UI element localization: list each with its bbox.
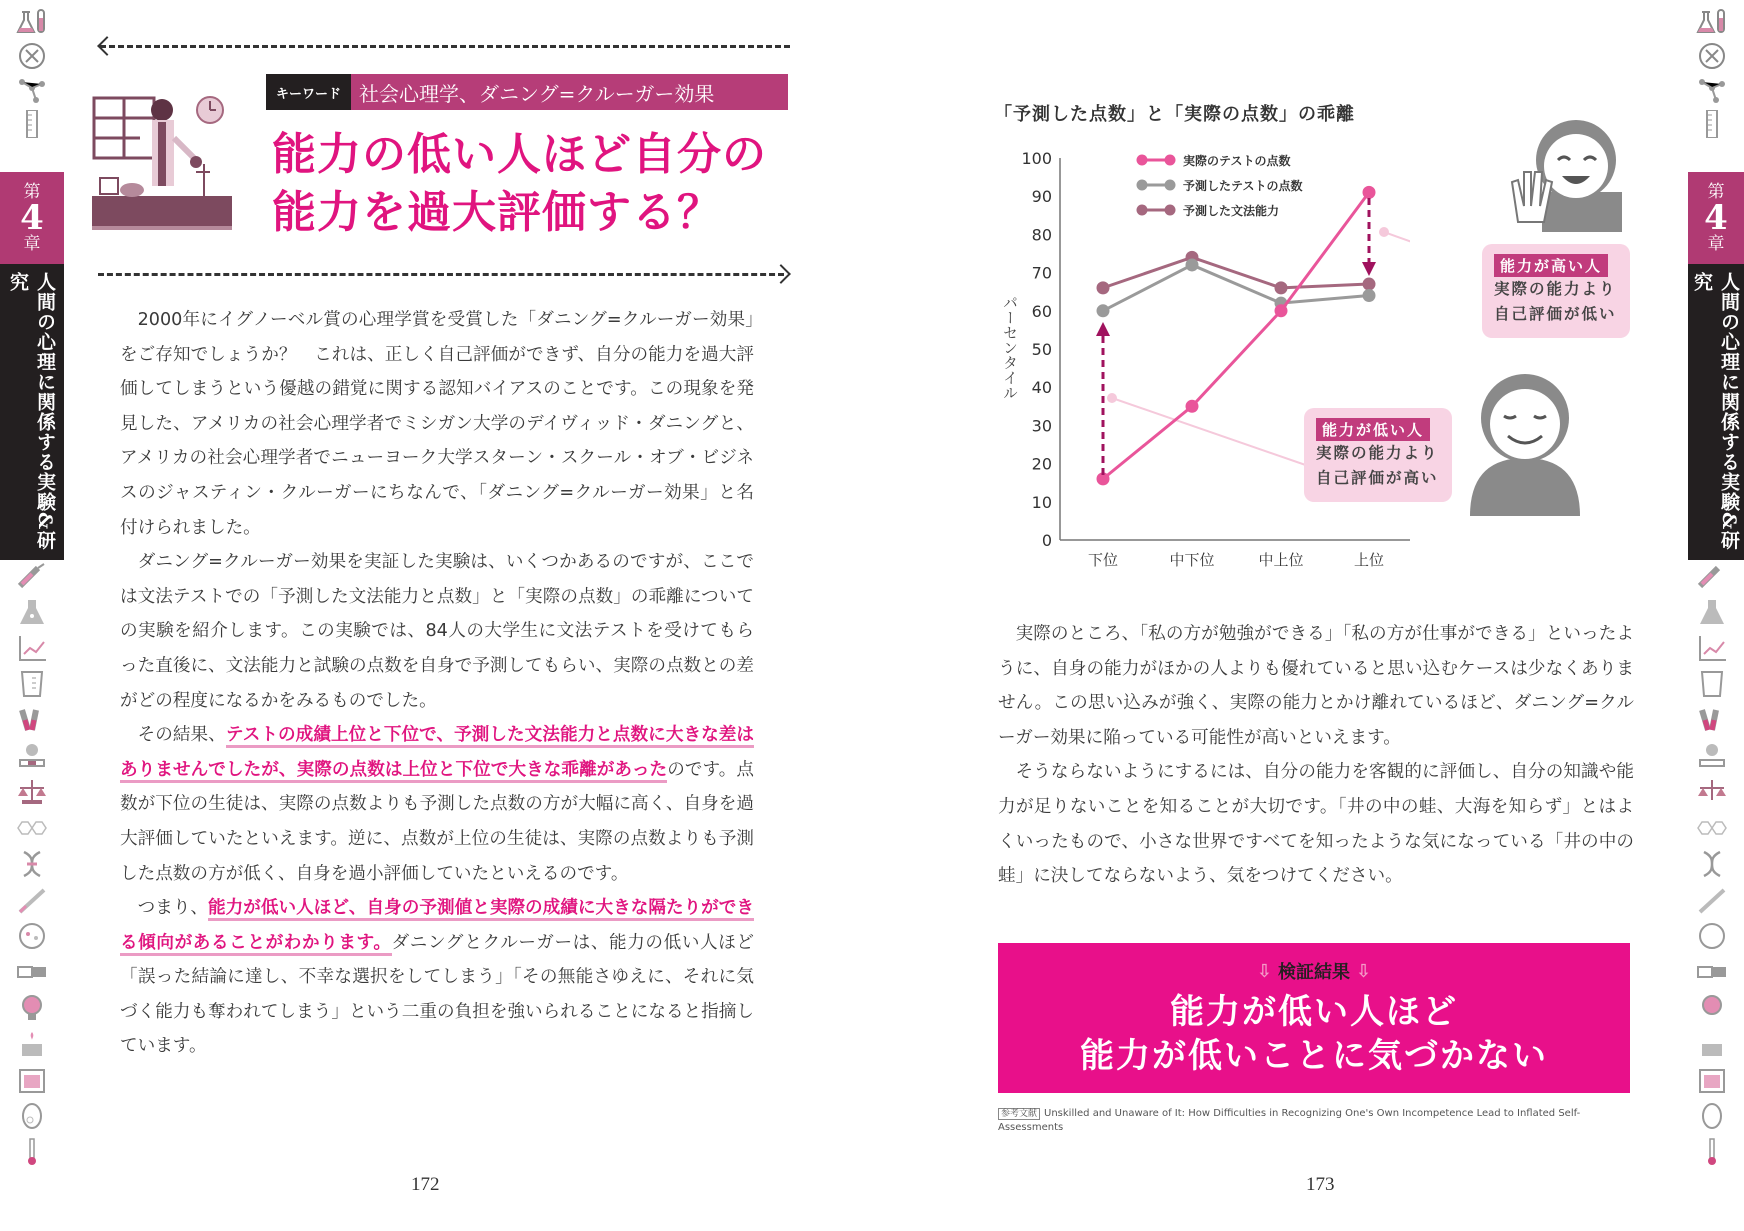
y-tick-label: 50 (1031, 340, 1052, 359)
paragraph-lead: つまり、 (137, 898, 209, 919)
y-tick-label: 70 (1031, 263, 1052, 283)
low-ability-person-illustration (1460, 368, 1590, 516)
data-point (1363, 186, 1376, 199)
line-chart (990, 130, 1410, 570)
y-tick-label: 80 (1031, 225, 1052, 245)
page-number-left: 172 (411, 1174, 440, 1195)
dna-icon (14, 850, 50, 878)
scientist-lab-illustration (92, 92, 232, 237)
chapter-number-box (1688, 172, 1744, 264)
callout-connector-high (1384, 232, 1410, 270)
paragraph-lead: その結果、 (137, 725, 226, 746)
legend-label: 実際のテストの点数 (1183, 154, 1291, 168)
pipette-icon (1694, 886, 1730, 914)
high-ability-person-illustration (1498, 112, 1628, 232)
incubator-icon (14, 1066, 50, 1094)
burner-icon (14, 1030, 50, 1058)
lightbulb-icon (1694, 994, 1730, 1022)
thermometer-icon (14, 1138, 50, 1166)
callout-line: 実際の能力より (1316, 444, 1439, 462)
microscope-lamp-icon (14, 742, 50, 770)
cell-icon (1694, 1102, 1730, 1130)
y-tick-label: 90 (1031, 187, 1052, 207)
paragraph-rest: ダニングとクルーガーは、能力の低い人ほど「誤った結論に達し、不幸な選択をしてしまう」「その無能さゆえに、それに気づく能力も奪われてしまう」という二重の負担を強いられることになると指摘しています。 (120, 932, 754, 1057)
result-box (998, 943, 1630, 1093)
page-number-right: 173 (1306, 1174, 1335, 1195)
callout-line: 自己評価が高い (1316, 469, 1439, 487)
legend-label: 予測したテストの点数 (1183, 179, 1303, 193)
keyword-tag: キーワード (266, 74, 351, 110)
result-line-2: 能力が低いことに気づかない (1080, 1036, 1548, 1076)
result-label (1257, 958, 1371, 984)
chart-legend (1137, 153, 1303, 218)
data-point (1363, 278, 1376, 291)
flask-icon (1694, 8, 1730, 36)
molecule-icon (14, 76, 50, 104)
highlighted-text: 能力が低い人ほど、自身の予測値と実際の成績に大きな隔たりができる傾向があることがわかります。 (120, 898, 754, 956)
top-dashed-arrow (100, 45, 790, 48)
data-point (1186, 258, 1199, 271)
pipette-icon (14, 886, 50, 914)
right-arrow-head-icon (771, 264, 791, 284)
result-line-1: 能力が低い人ほど (1170, 992, 1458, 1032)
cell-icon (14, 1102, 50, 1130)
down-arrow-icon: ⇩ (1356, 960, 1372, 982)
x-tick-label: 中下位 (1169, 551, 1215, 569)
callout-tag: 能力が低い人 (1316, 418, 1430, 441)
chapter-title: 人間の心理に関係する実験&研究 (0, 264, 64, 560)
y-tick-label: 10 (1031, 492, 1052, 512)
line-graph-icon (14, 634, 50, 662)
callout-low-ability (1304, 408, 1452, 502)
headline-line-2: 能力を過大評価する？ (272, 187, 722, 238)
chapter-prefix: 第 (1707, 182, 1725, 202)
paragraph: そうならないようにするには、自分の能力を客観的に評価し、自分の知識や能力が足りないことを知ることが大切です。「井の中の蛙、大海を知らず」とはよくいったもので、小さな世界ですべてを知ったような気になっている「井の中の蛙」に決してならないよう、気をつけてください。 (998, 762, 1634, 887)
left-body-text (120, 303, 754, 1064)
callout-high-ability (1482, 244, 1630, 338)
y-tick-label: 100 (1021, 149, 1052, 168)
keyword-bar (266, 74, 788, 110)
callout-connector-low (1112, 398, 1320, 470)
bottom-dashed-arrow (98, 273, 784, 276)
line-graph-icon (1694, 634, 1730, 662)
chapter-suffix: 章 (1707, 234, 1725, 254)
ruler-icon (14, 110, 50, 138)
test-tubes-icon (14, 706, 50, 734)
microscope-lamp-icon (1694, 742, 1730, 770)
paragraph: ダニング=クルーガー効果を実証した実験は、いくつかあるのですが、ここでは文法テストでの「予測した文法能力と点数」と「実際の点数」の乖離についての実験を紹介します。この実験では、84人の大学生に文法テストを受けてもらった直後に、文法能力と試験の点数を自身で予測してもらい、実際の点数との差がどの程度になるかをみるものでした。 (120, 552, 754, 711)
hexagon-chain-icon (1694, 814, 1730, 842)
callout-line: 自己評価が低い (1494, 305, 1617, 323)
beaker-icon (1694, 598, 1730, 626)
headline-line-1: 能力の低い人ほど自分の (272, 129, 767, 180)
paragraph (120, 891, 754, 1064)
reference (998, 1107, 1638, 1134)
legend-label: 予測した文法能力 (1183, 204, 1280, 218)
x-tick-label: 下位 (1087, 551, 1119, 569)
molecule-icon (1694, 76, 1730, 104)
chart-title: 「予測した点数」と「実際の点数」の乖離 (994, 104, 1355, 125)
x-tick-label: 上位 (1353, 551, 1385, 569)
data-point (1363, 289, 1376, 302)
burner-icon (1694, 1030, 1730, 1058)
petri-dish-icon (1694, 922, 1730, 950)
chapter-number: 4 (20, 198, 44, 238)
measuring-cup-icon (14, 670, 50, 698)
left-arrow-head-icon (97, 36, 117, 56)
incubator-icon (1694, 1066, 1730, 1094)
magnet-icon (1694, 958, 1730, 986)
callout-line: 実際の能力より (1494, 280, 1617, 298)
petri-dish-icon (14, 922, 50, 950)
x-tick-label: 中上位 (1258, 551, 1304, 569)
y-tick-label: 20 (1031, 454, 1052, 474)
chapter-number: 4 (1704, 198, 1728, 238)
right-chapter-tab (1680, 0, 1744, 1231)
chapter-prefix: 第 (23, 182, 41, 202)
compass-icon (1694, 42, 1730, 70)
scale-icon (14, 778, 50, 806)
chapter-suffix: 章 (23, 234, 41, 254)
syringe-icon (1694, 562, 1730, 590)
highlighted-text: テストの成績上位と下位で、予測した文法能力と点数に大きな差はありませんでしたが、実際の点数は上位と下位で大きな乖離があった (120, 725, 754, 783)
y-axis-ticks (1021, 149, 1052, 550)
data-point (1275, 281, 1288, 294)
paragraph: 実際のところ、「私の方が勉強ができる」「私の方が仕事ができる」といったように、自身の能力がほかの人よりも優れていると思い込むケースは少なくありません。この思い込みが強く、実際の能力とかけ離れているほど、ダニング=クルーガー効果に陥っている可能性が高いといえます。 (998, 624, 1634, 748)
paragraph (120, 718, 754, 891)
dna-icon (1694, 850, 1730, 878)
y-tick-label: 0 (1041, 531, 1052, 550)
result-label-text: 検証結果 (1278, 962, 1350, 983)
down-arrow-icon: ⇩ (1256, 960, 1272, 982)
thermometer-icon (1694, 1138, 1730, 1166)
chapter-number-box (0, 172, 64, 264)
magnet-icon (14, 958, 50, 986)
ruler-icon (1694, 110, 1730, 138)
y-axis-label: パーセンタイル (1001, 295, 1019, 400)
syringe-icon (14, 562, 50, 590)
keyword-text: 社会心理学、ダニング=クルーガー効果 (351, 74, 788, 110)
data-point (1097, 304, 1110, 317)
data-point (1097, 281, 1110, 294)
left-chapter-tab (0, 0, 64, 1231)
hexagon-chain-icon (14, 814, 50, 842)
measuring-cup-icon (1694, 670, 1730, 698)
callout-tag: 能力が高い人 (1494, 254, 1608, 277)
x-axis-ticks (1088, 551, 1384, 569)
compass-icon (14, 42, 50, 70)
data-point (1275, 304, 1288, 317)
y-tick-label: 60 (1031, 301, 1052, 321)
lightbulb-icon (14, 994, 50, 1022)
reference-text: Unskilled and Unaware of It: How Difficulties in Recognizing One's Own Incompetence Lead to Inflated Self-Assessments (998, 1108, 1581, 1133)
flask-icon (14, 8, 50, 36)
beaker-icon (14, 598, 50, 626)
y-tick-label: 30 (1031, 416, 1052, 436)
data-point (1186, 400, 1199, 413)
test-tubes-icon (1694, 706, 1730, 734)
paragraph-rest: のです。点数が下位の生徒は、実際の点数よりも予測した点数の方が大幅に高く、自身を過大評価していたといえます。逆に、点数が上位の生徒は、実際の点数よりも予測した点数の方が低く、自身を過小評価していたといえるのです。 (120, 759, 755, 884)
reference-tag: 参考文献 (998, 1108, 1040, 1120)
right-body-text (998, 617, 1634, 894)
scale-icon (1694, 778, 1730, 806)
y-tick-label: 40 (1031, 378, 1052, 398)
page-headline (272, 126, 802, 242)
chapter-title: 人間の心理に関係する実験&研究 (1688, 264, 1744, 560)
paragraph: 2000年にイグノーベル賞の心理学賞を受賞した「ダニング=クルーガー効果」をご存知でしょうか？ これは、正しく自己評価ができず、自分の能力を過大評価してしまうという優越の錯覚に関する認知バイアスのことです。この現象を発見した、アメリカの社会心理学者でミシガン大学のデイヴィッド・ダニングと、アメリカの社会心理学者でニューヨーク大学スターン・スクール・オブ・ビジネスのジャスティン・クルーガーにちなんで、「ダニング=クルーガー効果」と名付けられました。 (120, 310, 754, 538)
